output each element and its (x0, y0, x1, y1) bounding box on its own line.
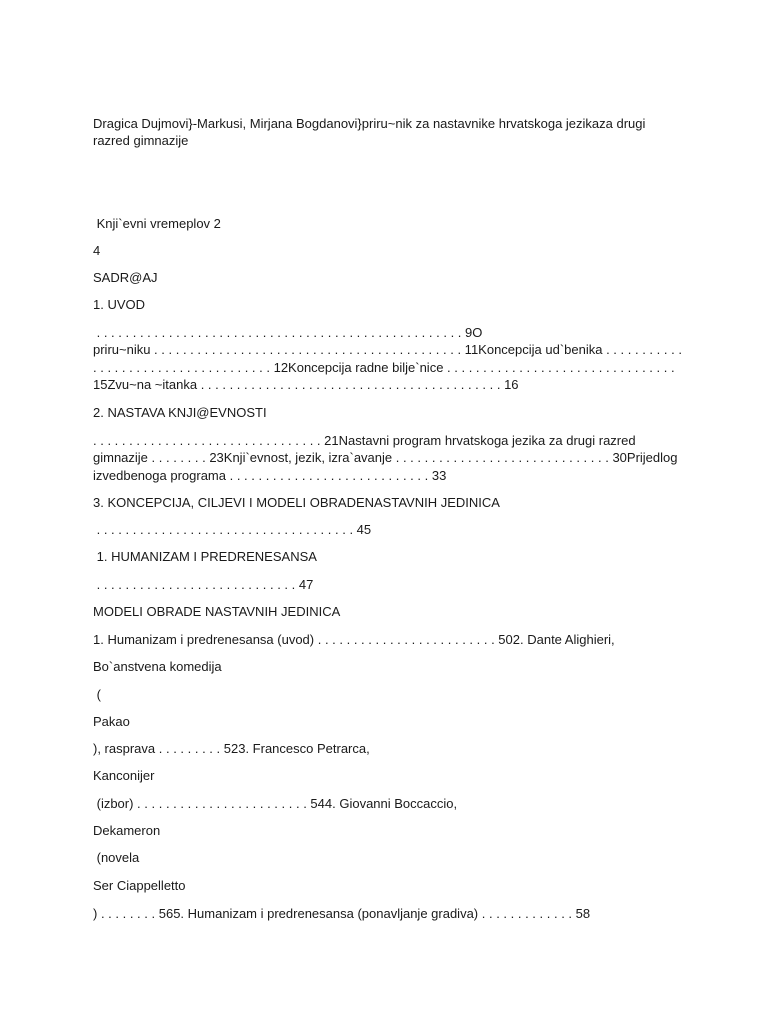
toc-entry-line: (novela (93, 850, 140, 865)
toc-entry-line: 1. Humanizam i predrenesansa (uvod) . . . . . . . . . . . . . . . . . . . . . . . . . 502. Dante Alighieri, (93, 632, 615, 647)
toc-entry-line: ) . . . . . . . . 565. Humanizam i predrenesansa (ponavljanje gradiva) . . . . . . . . . . . . . 58 (93, 906, 591, 921)
toc-entry-line: Dekameron (93, 823, 161, 838)
document-title-line-2: razred gimnazije (93, 133, 189, 148)
toc-entry-line: Ser Ciappelletto (93, 878, 186, 893)
toc-entry-line: izvedbenoga programa . . . . . . . . . . . . . . . . . . . . . . . . . . . . 33 (93, 468, 447, 483)
toc-entry-line: Bo`anstvena komedija (93, 659, 222, 674)
toc-entry-line: (izbor) . . . . . . . . . . . . . . . . . . . . . . . . 544. Giovanni Boccaccio, (93, 796, 458, 811)
toc-entry-line: . . . . . . . . . . . . . . . . . . . . . . . . . . . . 47 (93, 577, 314, 592)
document-title-line-1: Dragica Dujmovi}-Markusi, Mirjana Bogdanovi}priru~nik za nastavnike hrvatskoga jezikaza drugi (93, 116, 646, 131)
toc-entry-line: ( (93, 687, 101, 702)
toc-entry-line: . . . . . . . . . . . . . . . . . . . . . . . . . . . . . . . . . . . . . . . . . . . . . . . . . . . 9O (93, 325, 483, 340)
toc-entry-line: . . . . . . . . . . . . . . . . . . . . . . . . . 12Koncepcija radne bilje`nice . . . . . . . . . . . . . . . . . . . . . . . . . . . . . . . . (93, 360, 675, 375)
section-heading-knjizevnost: 2. NASTAVA KNJI@EVNOSTI (93, 405, 267, 420)
toc-entry-line: gimnazije . . . . . . . . 23Knji`evnost, jezik, izra`avanje . . . . . . . . . . . . . . . . . . . . . . . . . . . . . . 30Prijedlog (93, 450, 678, 465)
toc-entry-line: 15Zvu~na ~itanka . . . . . . . . . . . . . . . . . . . . . . . . . . . . . . . . . . . . . . . . . . 16 (93, 377, 519, 392)
page-number: 4 (93, 243, 101, 258)
section-heading-humanizam: 1. HUMANIZAM I PREDRENESANSA (93, 549, 317, 564)
toc-entry-line: . . . . . . . . . . . . . . . . . . . . . . . . . . . . . . . . 21Nastavni program hrvatskoga jezika za drugi razred (93, 433, 636, 448)
book-title: Knji`evni vremeplov 2 (93, 216, 221, 231)
section-heading-uvod: 1. UVOD (93, 297, 146, 312)
toc-entry-line: ), rasprava . . . . . . . . . 523. Francesco Petrarca, (93, 741, 370, 756)
toc-entry-line: priru~niku . . . . . . . . . . . . . . . . . . . . . . . . . . . . . . . . . . . . . . . . . . . 11Koncepcija ud`benika . . . . . . . . . . . (93, 342, 682, 357)
toc-entry-line: Kanconijer (93, 768, 155, 783)
section-heading-koncepcija: 3. KONCEPCIJA, CILJEVI I MODELI OBRADENASTAVNIH JEDINICA (93, 495, 500, 510)
section-heading-modeli: MODELI OBRADE NASTAVNIH JEDINICA (93, 604, 341, 619)
toc-entry-line: . . . . . . . . . . . . . . . . . . . . . . . . . . . . . . . . . . . . 45 (93, 522, 372, 537)
contents-heading: SADR@AJ (93, 270, 158, 285)
toc-entry-line: Pakao (93, 714, 130, 729)
